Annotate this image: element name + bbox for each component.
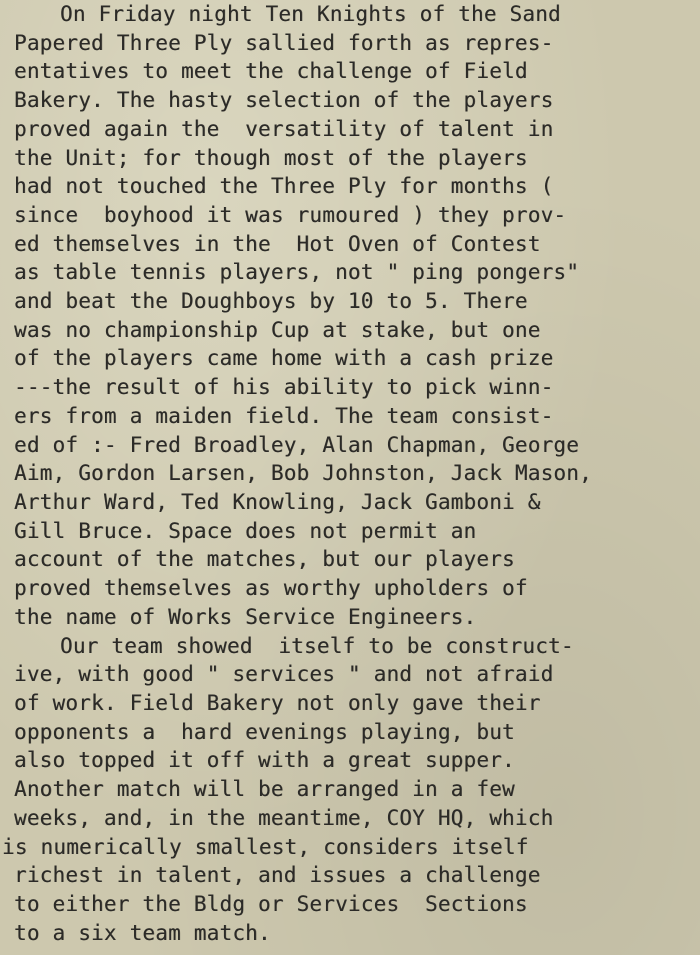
text-line-24: ive, with good " services " and not afraid bbox=[14, 662, 554, 686]
text-line-8: since boyhood it was rumoured ) they prov- bbox=[14, 203, 567, 227]
text-line-27: also topped it off with a great supper. bbox=[14, 748, 515, 772]
text-line-22: the name of Works Service Engineers. bbox=[14, 605, 477, 629]
text-line-31: richest in talent, and issues a challenge bbox=[14, 863, 541, 887]
text-line-13: of the players came home with a cash prize bbox=[14, 346, 554, 370]
text-line-25: of work. Field Bakery not only gave their bbox=[14, 691, 541, 715]
text-line-32: to either the Bldg or Services Sections bbox=[14, 892, 528, 916]
text-line-7: had not touched the Three Ply for months ( bbox=[14, 174, 554, 198]
text-line-10: as table tennis players, not " ping pongers" bbox=[14, 260, 580, 284]
text-line-11: and beat the Doughboys by 10 to 5. There bbox=[14, 289, 528, 313]
text-line-15: ers from a maiden field. The team consist- bbox=[14, 404, 554, 428]
text-line-3: entatives to meet the challenge of Field bbox=[14, 59, 528, 83]
text-line-33: to a six team match. bbox=[14, 921, 271, 945]
text-line-12: was no championship Cup at stake, but one bbox=[14, 318, 541, 342]
text-line-20: account of the matches, but our players bbox=[14, 547, 515, 571]
text-line-18: Arthur Ward, Ted Knowling, Jack Gamboni & bbox=[14, 490, 541, 514]
text-line-4: Bakery. The hasty selection of the players bbox=[14, 88, 554, 112]
text-line-29: weeks, and, in the meantime, COY HQ, which bbox=[14, 806, 554, 830]
text-line-14: ---the result of his ability to pick winn- bbox=[14, 375, 554, 399]
text-line-19: Gill Bruce. Space does not permit an bbox=[14, 519, 477, 543]
text-line-6: the Unit; for though most of the players bbox=[14, 146, 528, 170]
text-line-5: proved again the versatility of talent in bbox=[14, 117, 554, 141]
text-line-26: opponents a hard evenings playing, but bbox=[14, 720, 515, 744]
text-line-9: ed themselves in the Hot Oven of Contest bbox=[14, 232, 541, 256]
text-line-30: is numerically smallest, considers itself bbox=[2, 835, 529, 859]
text-line-17: Aim, Gordon Larsen, Bob Johnston, Jack Mason, bbox=[14, 461, 592, 485]
text-line-23: Our team showed itself to be construct- bbox=[60, 634, 574, 658]
text-line-21: proved themselves as worthy upholders of bbox=[14, 576, 528, 600]
text-line-1: On Friday night Ten Knights of the Sand bbox=[60, 2, 561, 26]
text-line-28: Another match will be arranged in a few bbox=[14, 777, 515, 801]
text-line-16: ed of :- Fred Broadley, Alan Chapman, George bbox=[14, 433, 580, 457]
text-line-2: Papered Three Ply sallied forth as repres- bbox=[14, 31, 554, 55]
